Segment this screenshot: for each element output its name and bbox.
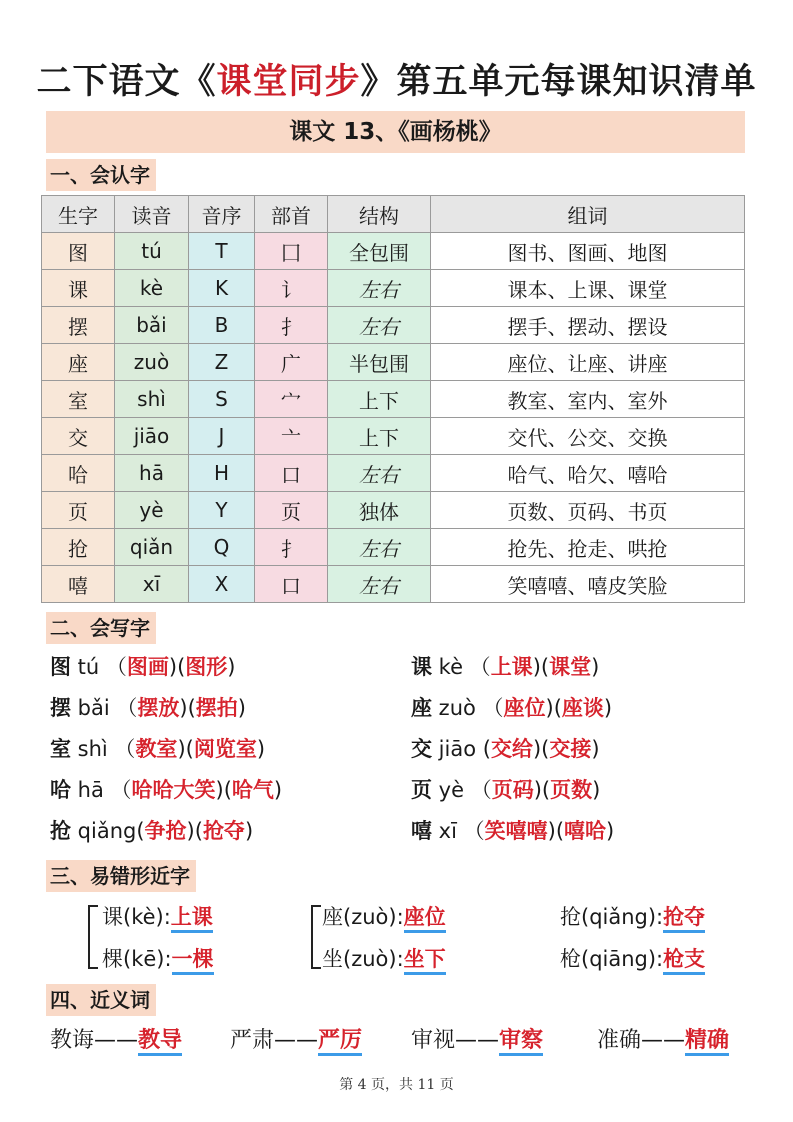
write-item — [411, 734, 600, 764]
write-pinyin: yè （ — [432, 778, 492, 802]
write-item — [50, 652, 236, 682]
write-word: 哈气 — [231, 778, 274, 802]
write-word: 座谈 — [561, 696, 604, 720]
table-cell: 课 — [42, 270, 115, 307]
write-char: 课 — [411, 655, 432, 679]
write-char: 嘻 — [411, 819, 432, 843]
write-separator: ) — [592, 778, 601, 802]
write-pinyin: shì （ — [71, 737, 136, 761]
confusing-char: 棵(kē): — [102, 947, 172, 971]
table-cell: qiǎn — [115, 529, 189, 566]
write-char: 抢 — [50, 819, 71, 843]
write-separator: )( — [177, 737, 194, 761]
table-cell: X — [189, 566, 255, 603]
write-word: 上课 — [490, 655, 533, 679]
write-item — [50, 816, 253, 846]
write-item — [50, 734, 265, 764]
section-heading-write: 二、会写字 — [46, 612, 156, 644]
table-cell: 宀 — [255, 381, 328, 418]
confusing-answer: 一棵 — [172, 947, 214, 975]
table-cell: 囗 — [255, 233, 328, 270]
confusing-answer: 抢夺 — [663, 905, 705, 933]
write-item — [411, 816, 614, 846]
page-footer: 第 4 页，共 11 页 — [339, 1077, 454, 1093]
confusing-char: 座(zuò): — [322, 905, 404, 929]
confusing-char: 枪(qiāng): — [560, 947, 664, 971]
write-word: 抢夺 — [202, 819, 245, 843]
write-word: 图画 — [126, 655, 169, 679]
synonym-item — [597, 1024, 729, 1058]
write-separator: )( — [532, 737, 550, 761]
table-row — [42, 344, 745, 381]
synonym-answer: 精确 — [685, 1028, 729, 1056]
confusing-answer: 坐下 — [404, 947, 446, 975]
table-cell: J — [189, 418, 255, 455]
table-cell: 口 — [255, 455, 328, 492]
lesson-title: 课文 13、《画杨桃》 — [46, 111, 745, 153]
write-word: 交接 — [549, 737, 592, 761]
confusing-item — [102, 901, 213, 933]
write-separator: )( — [547, 819, 565, 843]
confusing-item — [102, 943, 214, 975]
table-cell: 图书、图画、地图 — [431, 233, 745, 270]
table-cell: hā — [115, 455, 189, 492]
synonym-item — [230, 1024, 362, 1058]
table-cell: 课本、上课、课堂 — [431, 270, 745, 307]
table-cell: 亠 — [255, 418, 328, 455]
write-char: 图 — [50, 655, 71, 679]
table-row — [42, 492, 745, 529]
table-cell: 全包围 — [328, 233, 431, 270]
write-separator: )( — [545, 696, 562, 720]
table-header: 部首 — [255, 196, 328, 233]
write-separator: ) — [227, 655, 236, 679]
write-separator: )( — [186, 819, 203, 843]
table-header: 结构 — [328, 196, 431, 233]
table-row — [42, 307, 745, 344]
table-cell: 嘻 — [42, 566, 115, 603]
write-char: 座 — [411, 696, 432, 720]
write-separator: ) — [606, 819, 615, 843]
table-cell: S — [189, 381, 255, 418]
synonym-word: 严肃—— — [230, 1028, 319, 1053]
write-separator: ) — [591, 737, 600, 761]
table-cell: bǎi — [115, 307, 189, 344]
bracket-group-1 — [88, 905, 98, 969]
table-header: 音序 — [189, 196, 255, 233]
table-cell: 摆 — [42, 307, 115, 344]
table-cell: yè — [115, 492, 189, 529]
write-word: 课堂 — [549, 655, 592, 679]
section-heading-synonyms: 四、近义词 — [46, 984, 156, 1016]
table-cell: 上下 — [328, 381, 431, 418]
write-pinyin: zuò （ — [432, 696, 504, 720]
table-cell: 左右 — [328, 270, 431, 307]
write-pinyin: jiāo ( — [432, 737, 491, 761]
write-word: 笑嘻嘻 — [484, 819, 548, 843]
synonym-word: 审视—— — [411, 1028, 500, 1053]
write-item — [50, 693, 246, 723]
section-heading-recognize: 一、会认字 — [46, 159, 156, 191]
title-part-1: 二下语文《 — [36, 62, 217, 102]
synonym-word: 教诲—— — [50, 1028, 139, 1053]
table-cell: 左右 — [328, 455, 431, 492]
write-word: 页码 — [491, 778, 534, 802]
write-separator: )( — [533, 778, 551, 802]
table-header: 生字 — [42, 196, 115, 233]
table-cell: 扌 — [255, 529, 328, 566]
table-cell: 左右 — [328, 307, 431, 344]
table-cell: 扌 — [255, 307, 328, 344]
section-heading-confusing: 三、易错形近字 — [46, 860, 196, 892]
write-char: 室 — [50, 737, 71, 761]
page-title — [0, 54, 793, 104]
confusing-item — [560, 943, 705, 975]
table-cell: K — [189, 270, 255, 307]
write-separator: ) — [603, 696, 613, 720]
table-cell: 图 — [42, 233, 115, 270]
recognize-characters-table — [41, 195, 745, 603]
write-separator: ) — [244, 819, 254, 843]
table-cell: 独体 — [328, 492, 431, 529]
table-cell: 抢先、抢走、哄抢 — [431, 529, 745, 566]
write-word: 座位 — [503, 696, 546, 720]
write-item — [411, 652, 599, 682]
table-cell: H — [189, 455, 255, 492]
write-pinyin: bǎi （ — [71, 696, 138, 720]
write-word: 嘻哈 — [564, 819, 607, 843]
table-cell: 摆手、摆动、摆设 — [431, 307, 745, 344]
table-cell: 左右 — [328, 566, 431, 603]
synonym-item — [411, 1024, 543, 1058]
write-separator: )( — [168, 655, 186, 679]
write-separator: )( — [179, 696, 196, 720]
table-cell: Z — [189, 344, 255, 381]
write-char: 页 — [411, 778, 432, 802]
write-word: 哈哈大笑 — [131, 778, 216, 802]
write-separator: ) — [591, 655, 600, 679]
table-cell: zuò — [115, 344, 189, 381]
table-cell: 教室、室内、室外 — [431, 381, 745, 418]
table-cell: 页 — [42, 492, 115, 529]
confusing-char: 课(kè): — [102, 905, 171, 929]
write-word: 页数 — [550, 778, 593, 802]
write-char: 哈 — [50, 778, 71, 802]
title-part-2: 课堂同步 — [216, 62, 361, 102]
table-row — [42, 566, 745, 603]
write-item — [411, 775, 600, 805]
table-cell: 交代、公交、交换 — [431, 418, 745, 455]
table-row — [42, 270, 745, 307]
table-header: 读音 — [115, 196, 189, 233]
synonym-answer: 审察 — [499, 1028, 543, 1056]
table-cell: shì — [115, 381, 189, 418]
table-row — [42, 529, 745, 566]
table-cell: Q — [189, 529, 255, 566]
title-part-3: 》第五单元每课知识清单 — [360, 62, 757, 102]
table-cell: 页数、页码、书页 — [431, 492, 745, 529]
table-cell: B — [189, 307, 255, 344]
table-cell: 座 — [42, 344, 115, 381]
write-separator: )( — [532, 655, 550, 679]
table-cell: 页 — [255, 492, 328, 529]
table-cell: T — [189, 233, 255, 270]
bracket-group-2 — [311, 905, 321, 969]
table-cell: Y — [189, 492, 255, 529]
write-separator: ) — [237, 696, 246, 720]
write-word: 摆拍 — [195, 696, 238, 720]
confusing-answer: 枪支 — [663, 947, 705, 975]
write-word: 争抢 — [144, 819, 187, 843]
table-cell: xī — [115, 566, 189, 603]
table-cell: 口 — [255, 566, 328, 603]
write-separator: ) — [273, 778, 283, 802]
write-pinyin: tú （ — [71, 655, 127, 679]
table-cell: tú — [115, 233, 189, 270]
write-pinyin: xī （ — [432, 819, 485, 843]
confusing-answer: 座位 — [404, 905, 446, 933]
confusing-item — [560, 901, 705, 933]
write-word: 图形 — [185, 655, 228, 679]
table-cell: 广 — [255, 344, 328, 381]
write-word: 摆放 — [137, 696, 180, 720]
confusing-answer: 上课 — [171, 905, 213, 933]
table-cell: 半包围 — [328, 344, 431, 381]
table-row — [42, 455, 745, 492]
write-word: 交给 — [490, 737, 533, 761]
write-item — [50, 775, 282, 805]
table-cell: 哈 — [42, 455, 115, 492]
write-item — [411, 693, 612, 723]
write-separator: ) — [256, 737, 266, 761]
table-cell: 哈气、哈欠、嘻哈 — [431, 455, 745, 492]
confusing-item — [322, 943, 446, 975]
write-pinyin: kè （ — [432, 655, 491, 679]
table-cell: jiāo — [115, 418, 189, 455]
table-row — [42, 418, 745, 455]
table-cell: 笑嘻嘻、嘻皮笑脸 — [431, 566, 745, 603]
confusing-char: 坐(zuò): — [322, 947, 404, 971]
table-cell: 抢 — [42, 529, 115, 566]
table-row — [42, 233, 745, 270]
synonym-answer: 教导 — [138, 1028, 182, 1056]
table-cell: 座位、让座、讲座 — [431, 344, 745, 381]
table-header: 组词 — [431, 196, 745, 233]
write-char: 摆 — [50, 696, 71, 720]
write-word: 阅览室 — [193, 737, 257, 761]
synonym-item — [50, 1024, 182, 1058]
confusing-char: 抢(qiǎng): — [560, 905, 664, 929]
synonym-answer: 严厉 — [318, 1028, 362, 1056]
write-pinyin: qiǎng( — [71, 819, 145, 843]
confusing-item — [322, 901, 446, 933]
table-cell: 上下 — [328, 418, 431, 455]
write-word: 教室 — [135, 737, 178, 761]
table-header-row — [42, 196, 745, 233]
write-char: 交 — [411, 737, 432, 761]
write-separator: )( — [215, 778, 232, 802]
table-cell: 讠 — [255, 270, 328, 307]
write-pinyin: hā （ — [71, 778, 132, 802]
synonym-word: 准确—— — [597, 1028, 686, 1053]
table-cell: 交 — [42, 418, 115, 455]
table-cell: 室 — [42, 381, 115, 418]
table-cell: kè — [115, 270, 189, 307]
table-cell: 左右 — [328, 529, 431, 566]
table-row — [42, 381, 745, 418]
